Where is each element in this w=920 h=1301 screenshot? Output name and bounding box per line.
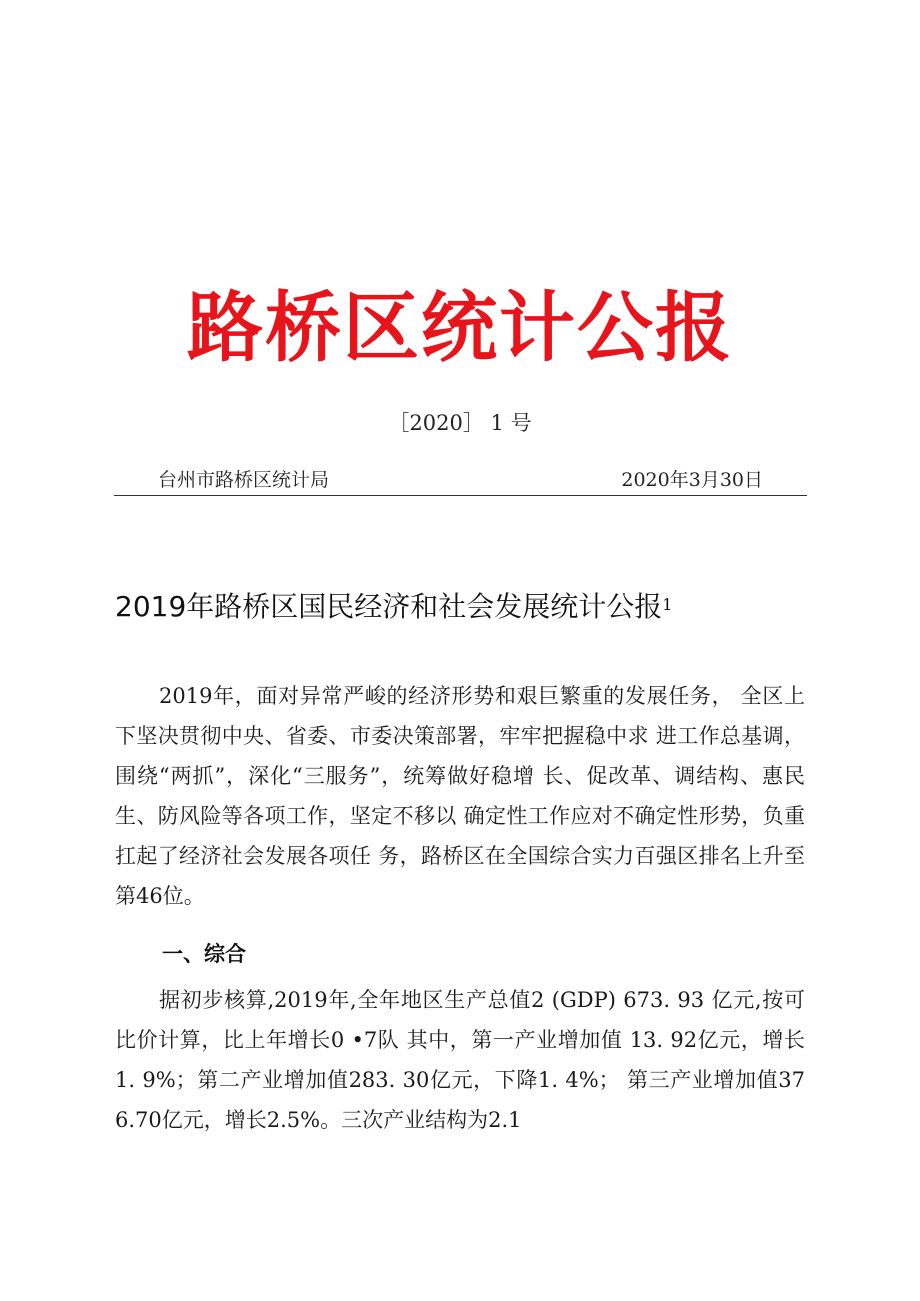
document-title (115, 585, 815, 627)
issue-date: 2020年3月30日 (621, 469, 763, 491)
section-heading-overview: 一、综合 (162, 942, 246, 966)
title-footnote-marker: 1 (662, 595, 673, 614)
paragraph-gdp: 据初步核算,2019年,全年地区生产总值2 (GDP) 673. 93 亿元,按可比价计算，比上年增长0 •7队 其中，第一产业增加值 13. 92亿元，增长1. 9%；第二产业增加值283. 30亿元，下降1. 4%； 第三产业增加值376.70亿元，增长2.5%。三次产业结构为2.1 (115, 988, 805, 1132)
masthead-title: 路桥区统计公报 (187, 283, 733, 372)
paragraph-intro: 2019年，面对异常严峻的经济形势和艰巨繁重的发展任务， 全区上下坚决贯彻中央、省委、市委决策部署，牢牢把握稳中求 进工作总基调，围绕“两抓”，深化“三服务”，统筹做好稳增 长、促改革、调结构、惠民生、防风险等各项工作，坚定不移以 确定性工作应对不确定性形势，负重扛起了经济社会发展各项任 务，路桥区在全国综合实力百强区排名上升至第46位。 (115, 684, 805, 908)
issue-number: ［2020］ 1 号 (388, 411, 532, 435)
issuer-line (114, 466, 807, 496)
document-title-text: 2019年路桥区国民经济和社会发展统计公报 (115, 590, 663, 623)
issuing-agency: 台州市路桥区统计局 (158, 469, 330, 491)
